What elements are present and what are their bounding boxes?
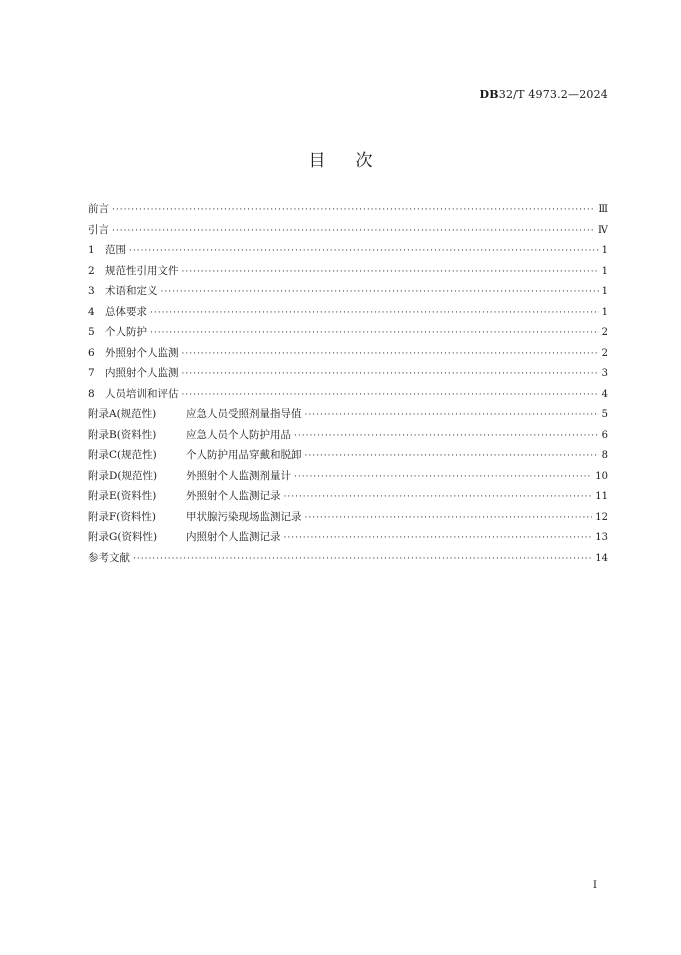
toc-entry-title: 前言 <box>88 203 109 215</box>
toc-entry-page: 13 <box>595 532 608 543</box>
toc-entry-label <box>88 384 179 405</box>
toc-entry-title: 应急人员个人防护用品 <box>186 428 291 441</box>
toc-entry-page: Ⅲ <box>598 204 608 215</box>
toc-entry[interactable] <box>88 425 608 446</box>
toc-entry-label <box>88 322 147 343</box>
toc-entry-page: 12 <box>595 511 608 523</box>
toc-entry[interactable] <box>88 220 608 241</box>
toc-entry-page: Ⅳ <box>598 224 608 236</box>
toc-entry-label <box>88 363 179 384</box>
toc-leader-dots <box>112 200 595 221</box>
toc-entry-number: 2 <box>88 264 95 277</box>
toc-entry-title: 应急人员受照剂量指导值 <box>186 408 302 420</box>
toc-entry-page: 1 <box>601 265 608 277</box>
toc-entry-annex: 附录B(资料性) <box>88 428 157 441</box>
toc-entry-number: 3 <box>88 285 95 297</box>
toc-entry[interactable] <box>88 548 608 569</box>
toc-entry-page: 3 <box>601 368 608 379</box>
toc-entry[interactable] <box>88 302 608 323</box>
toc-leader-dots <box>284 487 593 508</box>
toc-entry[interactable] <box>88 404 608 425</box>
toc-entry-page: 6 <box>601 429 608 441</box>
page-title: 目次 <box>308 151 403 171</box>
toc-entry-number: 7 <box>88 367 95 379</box>
toc-entry-title: 甲状腺污染现场监测记录 <box>186 510 302 523</box>
toc-entry-annex: 附录F(资料性) <box>88 510 156 523</box>
toc-entry-number: 4 <box>88 305 95 318</box>
toc-entry-annex: 附录C(规范性) <box>88 449 157 461</box>
toc-entry-title: 人员培训和评估 <box>105 387 179 400</box>
toc-entry[interactable] <box>88 445 608 466</box>
standard-prefix: DB <box>479 88 499 101</box>
toc-entry-annex: 附录D(规范性) <box>88 469 158 482</box>
toc-leader-dots <box>129 241 599 262</box>
toc-entry-label <box>88 220 109 241</box>
toc-entry-title: 个人防护用品穿戴和脱卸 <box>186 449 302 461</box>
toc-entry-page: 14 <box>595 552 608 564</box>
toc-leader-dots <box>182 385 599 406</box>
toc-leader-dots <box>294 467 592 488</box>
toc-entry-number: 8 <box>88 387 95 400</box>
toc-entry-label <box>88 548 130 569</box>
table-of-contents <box>88 199 608 568</box>
toc-entry-label <box>88 199 109 220</box>
toc-leader-dots <box>305 446 599 467</box>
toc-leader-dots <box>294 426 599 447</box>
toc-entry-label <box>88 302 147 323</box>
toc-leader-dots <box>182 364 599 385</box>
toc-entry[interactable] <box>88 199 608 220</box>
toc-entry-page: 4 <box>601 388 608 400</box>
toc-entry-title: 引言 <box>88 223 109 236</box>
toc-entry-label <box>88 486 281 507</box>
toc-entry[interactable] <box>88 343 608 364</box>
toc-leader-dots <box>150 323 599 344</box>
standard-code <box>480 88 608 101</box>
toc-entry-page: 1 <box>601 245 608 256</box>
toc-entry-title: 术语和定义 <box>105 285 158 297</box>
footer-page-number: I <box>593 880 597 891</box>
toc-leader-dots <box>150 303 599 324</box>
toc-entry-number: 5 <box>88 326 95 338</box>
toc-entry-label <box>88 261 179 282</box>
toc-entry-title: 个人防护 <box>105 326 147 338</box>
toc-entry[interactable] <box>88 322 608 343</box>
toc-leader-dots <box>112 221 595 242</box>
toc-entry-annex: 附录E(资料性) <box>88 490 157 502</box>
toc-entry-title: 外照射个人监测剂量计 <box>186 469 291 482</box>
toc-entry-title: 参考文献 <box>88 551 130 564</box>
toc-entry[interactable] <box>88 240 608 261</box>
toc-leader-dots <box>305 508 593 529</box>
toc-entry[interactable] <box>88 281 608 302</box>
toc-entry-annex: 附录A(规范性) <box>88 408 157 420</box>
toc-entry[interactable] <box>88 363 608 384</box>
toc-entry-number: 6 <box>88 346 95 359</box>
toc-entry-label <box>88 343 179 364</box>
toc-leader-dots <box>305 405 599 426</box>
toc-leader-dots <box>133 549 592 570</box>
toc-entry-label <box>88 445 302 466</box>
toc-entry-label <box>88 281 158 302</box>
toc-entry-title: 内照射个人监测 <box>105 367 179 379</box>
toc-entry-title: 总体要求 <box>105 305 147 318</box>
toc-entry-label <box>88 466 291 487</box>
toc-entry[interactable] <box>88 507 608 528</box>
toc-entry-label <box>88 507 302 528</box>
toc-entry-page: 5 <box>601 409 608 420</box>
toc-entry-title: 外照射个人监测记录 <box>186 490 281 502</box>
toc-entry-page: 10 <box>595 470 608 482</box>
toc-entry[interactable] <box>88 384 608 405</box>
toc-entry-title: 外照射个人监测 <box>105 346 179 359</box>
toc-entry-page: 2 <box>601 327 608 338</box>
toc-entry-label <box>88 240 126 261</box>
toc-entry-title: 规范性引用文件 <box>105 264 179 277</box>
toc-entry[interactable] <box>88 261 608 282</box>
standard-number: 32/T 4973.2—2024 <box>498 88 608 101</box>
toc-leader-dots <box>182 344 599 365</box>
toc-entry[interactable] <box>88 486 608 507</box>
toc-entry-label <box>88 404 302 425</box>
toc-entry-page: 2 <box>601 347 608 359</box>
toc-entry-label <box>88 425 291 446</box>
toc-entry-number: 1 <box>88 244 95 256</box>
toc-entry[interactable] <box>88 466 608 487</box>
toc-leader-dots <box>161 282 599 303</box>
toc-entry-page: 8 <box>601 450 608 461</box>
toc-entry-title: 内照射个人监测记录 <box>186 531 281 543</box>
toc-entry[interactable] <box>88 527 608 548</box>
toc-entry-title: 范围 <box>105 244 126 256</box>
toc-entry-page: 1 <box>601 286 608 297</box>
toc-entry-annex: 附录G(资料性) <box>88 531 158 543</box>
toc-entry-page: 11 <box>595 491 608 502</box>
toc-leader-dots <box>284 528 593 549</box>
toc-leader-dots <box>182 262 599 283</box>
toc-entry-page: 1 <box>601 306 608 318</box>
toc-entry-label <box>88 527 281 548</box>
